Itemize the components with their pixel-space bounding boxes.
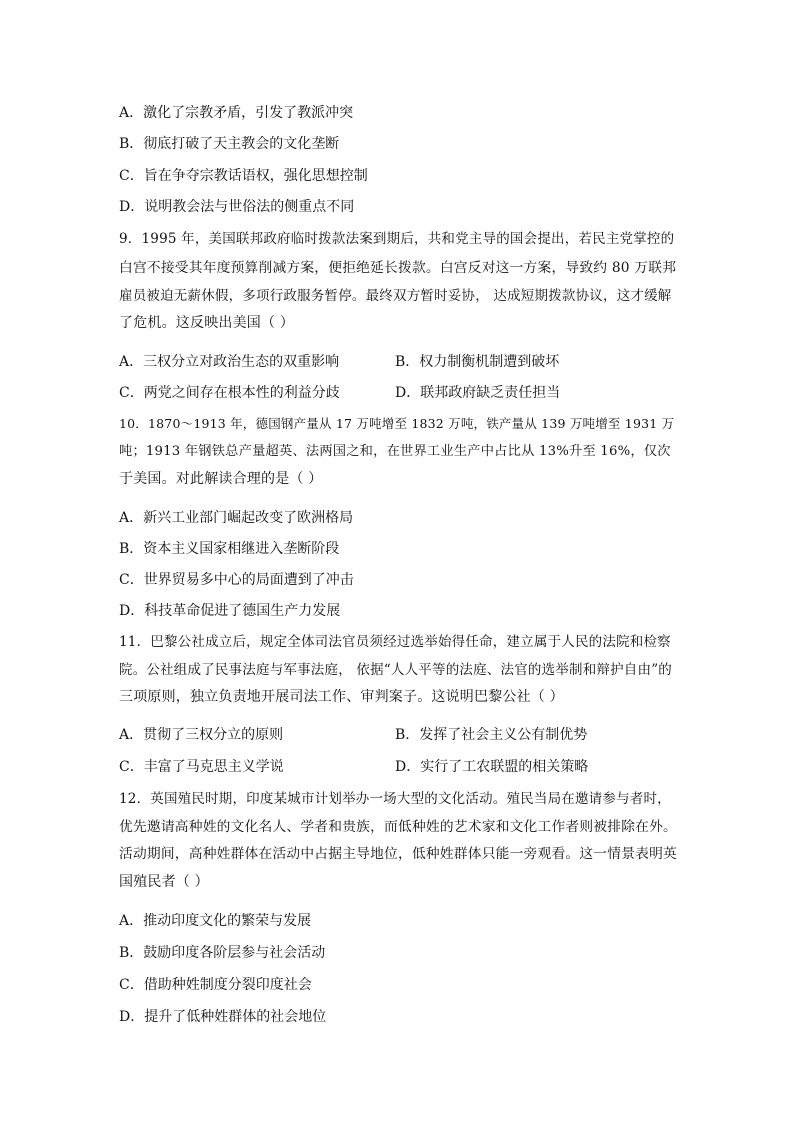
question-9-line-3: 雇员被迫无薪休假，多项行政服务暂停。最终双方暂时妥协， 达成短期拨款协议，这才缓解 — [119, 288, 672, 304]
question-10-option-c: C．世界贸易多中心的局面遭到了冲击 — [119, 572, 354, 588]
question-9-option-a: A．三权分立对政治生态的双重影响 — [119, 354, 340, 370]
question-10-line-1: 10．1870～1913 年，德国钢产量从 17 万吨增至 1832 万吨，铁产量从 139 万吨增至 1931 万 — [119, 416, 675, 431]
prev-option-c: C．旨在争夺宗教话语权，强化思想控制 — [119, 168, 368, 184]
question-11-option-c: C．丰富了马克思主义学说 — [119, 759, 284, 775]
question-9-option-d: D．联邦政府缺乏责任担当 — [395, 385, 561, 401]
question-12-line-1: 12．英国殖民时期，印度某城市计划举办一场大型的文化活动。殖民当局在邀请参与者时， — [119, 791, 671, 807]
question-9-line-2: 白宫不接受其年度预算削减方案，便拒绝延长拨款。白宫反对这一方案，导致约 80 万联邦 — [119, 260, 677, 276]
prev-option-b: B．彻底打破了天主教会的文化垄断 — [119, 136, 340, 152]
question-10-option-b: B．资本主义国家相继进入垄断阶段 — [119, 541, 340, 557]
question-10-line-2: 吨；1913 年钢铁总产量超英、法两国之和，在世界工业生产中占比从 13%升至 16%，仅次 — [119, 444, 671, 459]
question-9-option-b: B．权力制衡机制遭到破坏 — [395, 354, 560, 370]
question-12-line-2: 优先邀请高种姓的文化名人、学者和贵族，而低种姓的艺术家和文化工作者则被排除在外。 — [119, 819, 678, 835]
question-12-option-c: C．借助种姓制度分裂印度社会 — [119, 977, 312, 993]
question-12-option-d: D．提升了低种姓群体的社会地位 — [119, 1009, 327, 1025]
question-11-option-d: D．实行了工农联盟的相关策略 — [395, 759, 589, 775]
question-11-line-2: 院。公社组成了民事法庭与军事法庭， 依据“人人平等的法庭、法官的选举制和辩护自由”的 — [119, 662, 672, 678]
question-11-option-a: A．贯彻了三权分立的原则 — [119, 727, 284, 743]
question-9-line-1: 9．1995 年，美国联邦政府临时拨款法案到期后，共和党主导的国会提出，若民主党掌控的 — [119, 231, 675, 247]
question-12-line-4: 国殖民者（ ） — [119, 874, 209, 890]
question-12-option-b: B．鼓励印度各阶层参与社会活动 — [119, 945, 326, 961]
question-12-line-3: 活动期间，高种姓群体在活动中占据主导地位，低种姓群体只能一旁观看。这一情景表明英 — [119, 846, 678, 862]
question-11-line-3: 三项原则，独立负责地开展司法工作、审判案子。这说明巴黎公社（ ） — [119, 689, 564, 705]
prev-option-a: A．激化了宗教矛盾，引发了教派冲突 — [119, 105, 354, 121]
question-9-option-c: C．两党之间存在根本性的利益分歧 — [119, 385, 340, 401]
question-10-option-d: D．科技革命促进了德国生产力发展 — [119, 603, 341, 619]
question-12-option-a: A．推动印度文化的繁荣与发展 — [119, 913, 312, 929]
question-9-line-4: 了危机。这反映出美国（ ） — [119, 315, 295, 331]
question-11-line-1: 11．巴黎公社成立后，规定全体司法官员须经过选举始得任命，建立属于人民的法院和检察 — [119, 634, 671, 650]
question-10-line-3: 于美国。对此解读合理的是（ ） — [119, 471, 323, 487]
question-10-option-a: A．新兴工业部门崛起改变了欧洲格局 — [119, 510, 354, 526]
prev-option-d: D．说明教会法与世俗法的侧重点不同 — [119, 199, 355, 215]
question-11-option-b: B．发挥了社会主义公有制优势 — [395, 727, 588, 743]
